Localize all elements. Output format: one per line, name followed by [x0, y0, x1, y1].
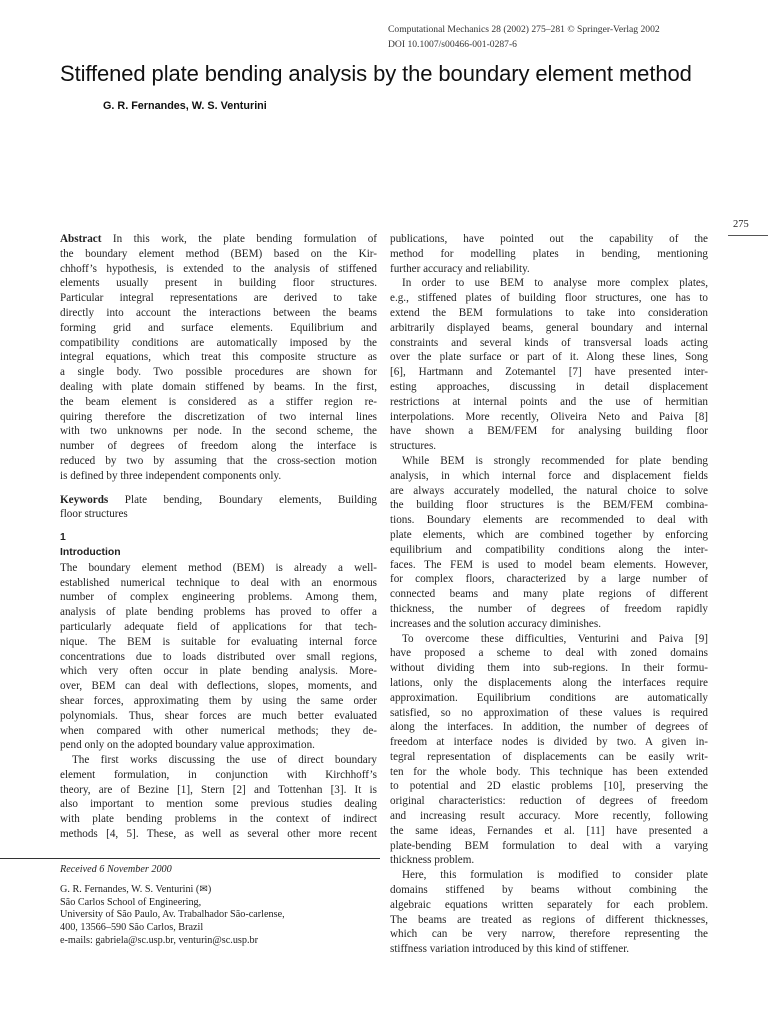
abstract-line: dealing with plate domain stiffened by beams. In the first,	[60, 380, 377, 393]
text-line: The beams are treated as regions of different thicknesses,	[390, 913, 708, 926]
text-line: nique. The BEM is suitable for evaluating internal force	[60, 635, 377, 648]
text-line: without dividing them into sub-regions. In their formu-	[390, 662, 708, 675]
abstract-line: forming grid and surface elements. Equilibrium and	[60, 321, 377, 334]
text-line: To overcome these difficulties, Venturini and Paiva [9]	[402, 632, 708, 645]
text-line: tegral representation of displacements can be easily writ-	[390, 750, 708, 763]
correspondence-line: University of São Paulo, Av. Trabalhador São-carlense,	[60, 909, 285, 921]
text-line: arbitrarily displayed beams, general boundary and internal	[390, 321, 708, 334]
text-line: particularly adequate field of applications for that tech-	[60, 620, 377, 633]
journal-citation-line: Computational Mechanics 28 (2002) 275–281 © Springer-Verlag 2002	[388, 24, 660, 35]
text-line: [6], Hartmann and Zotemantel [7] have presented inter-	[390, 366, 708, 379]
correspondence-email: e-mails: gabriela@sc.usp.br, venturin@sc.usp.br	[60, 934, 259, 946]
paragraph-5	[390, 632, 708, 869]
abstract-line: the beam element is considered as a stiffer region re-	[60, 395, 377, 408]
text-line: analysis of plate bending problems has proved to offer a	[60, 606, 377, 619]
text-line: freedom at interface nodes is divided by two. A given in-	[390, 736, 708, 749]
left-column	[60, 232, 377, 842]
text-line: theory, are of Bezine [1], Stern [2] and Tottenhan [3]. It is	[60, 783, 377, 796]
page-number: 275	[733, 219, 749, 230]
correspondence-line: G. R. Fernandes, W. S. Venturini (✉)	[60, 883, 212, 895]
text-line: also important to mention some previous studies dealing	[60, 798, 377, 811]
text-line: method for modelling plates in bending, mentioning	[390, 247, 708, 260]
text-line: In order to use BEM to analyse more complex plates,	[402, 277, 708, 290]
text-line: The boundary element method (BEM) is already a well-	[60, 561, 377, 574]
text-line: stiffness variation introduced by this kind of stiffener.	[390, 943, 630, 956]
text-line: the same ideas, Fernandes et al. [11] have presented a	[390, 824, 708, 837]
text-line: methods [4, 5]. These, as well as several other more recent	[60, 828, 377, 841]
text-line: publications, have pointed out the capability of the	[390, 233, 708, 245]
abstract-line: Abstract In this work, the plate bending formulation of	[60, 233, 377, 245]
text-line: number of complex engineering problems. Among them,	[60, 591, 377, 604]
paragraph-6	[390, 868, 708, 957]
abstract-line: is defined by three independent components only.	[60, 469, 282, 482]
text-line: Here, this formulation is modified to consider plate	[402, 869, 708, 882]
text-line: element formulation, in conjunction with Kirchhoff’s	[60, 768, 377, 781]
text-line: are always accurately modelled, the natural choice to solve	[390, 484, 708, 497]
text-line: While BEM is strongly recommended for plate bending	[402, 454, 708, 467]
abstract-line: integral equations, which treat this composite structure as	[60, 351, 377, 364]
abstract-line: with two unknowns per node. In the second scheme, the	[60, 425, 377, 438]
paragraph-4	[390, 454, 708, 632]
text-line: for complex floors, characterized by a large number of	[390, 573, 708, 586]
intro-paragraph-1	[60, 561, 377, 753]
abstract-heading: Abstract	[60, 233, 102, 245]
abstract-line: the boundary element method (BEM) based on the Kir-	[60, 247, 377, 260]
spacer	[60, 484, 377, 493]
keywords	[60, 493, 377, 523]
journal-citation	[388, 23, 660, 53]
text-line: esting approaches, discussing in detail displacement	[390, 380, 708, 393]
keywords-line: Keywords Plate bending, Boundary elements, Building	[60, 493, 377, 506]
text-line: constraints and several kinds of transversal loads acting	[390, 336, 708, 349]
section-number: 1	[60, 532, 66, 544]
text-line: plate-bending BEM formulation to deal with a varying	[390, 839, 708, 852]
page-number-rule	[728, 235, 768, 236]
keywords-line: floor structures	[60, 508, 128, 521]
text-line: connected beams and many plate regions of different	[390, 588, 708, 601]
text-line: tions. Boundary elements are recommended to deal with	[390, 514, 708, 527]
text-line: interpolations. More recently, Oliveira Neto and Paiva [8]	[390, 410, 708, 423]
text-line: over, BEM can deal with deflections, slopes, moments, and	[60, 680, 377, 693]
text-line: which can be very narrow, therefore representing the	[390, 928, 708, 941]
text-line: with plate bending problems in the context of indirect	[60, 813, 377, 826]
text-line: extend the BEM formulations to take into consideration	[390, 306, 708, 319]
paper-authors: G. R. Fernandes, W. S. Venturini	[103, 100, 267, 112]
text-line: ten for the whole body. This technique has been extended	[390, 765, 708, 778]
abstract-line: chhoff’s hypothesis, is extended to the analysis of stiffened	[60, 262, 377, 275]
text-line: structures.	[390, 440, 437, 453]
text-line: thickness, the number of degrees of freedom rapidly	[390, 602, 708, 615]
keywords-heading: Keywords	[60, 493, 109, 506]
text-line: faces. The FEM is used to model beam elements. However,	[390, 558, 708, 571]
text-line: e.g., stiffened plates of building floor structures, one has to	[390, 292, 708, 305]
text-line: over the plate surface or part of it. Along these lines, Song	[390, 351, 708, 364]
text-line: when compared with other numerical methods; they de-	[60, 724, 377, 737]
abstract-line: number of degrees of freedom along the interface is	[60, 440, 377, 453]
text-line: established numerical technique to deal with an enormous	[60, 576, 377, 589]
text-line: thickness problem.	[390, 854, 475, 867]
paragraph-continuation	[390, 232, 708, 276]
text-line: restrictions at internal points and the use of hermitian	[390, 395, 708, 408]
text-line: approximation. Equilibrium conditions are automatically	[390, 691, 708, 704]
text-line: shear forces, approximating them by using the same order	[60, 694, 377, 707]
text-line: pend only on the adopted boundary value approximation.	[60, 739, 315, 752]
abstract-line: directly into account the interactions between the beams	[60, 306, 377, 319]
text-line: concentrations due to loads distributed over small regions,	[60, 650, 377, 663]
text-line: and increasing result accuracy. More recently, following	[390, 810, 708, 823]
text-line: algebraic equations written separately for each problem.	[390, 898, 708, 911]
correspondence-line: 400, 13566–590 São Carlos, Brazil	[60, 922, 204, 934]
text-line: lations, only the displacements along the interfaces require	[390, 676, 708, 689]
section-title: Introduction	[60, 546, 121, 558]
abstract-line: compatibility conditions are automatically imposed by the	[60, 336, 377, 349]
spacer	[60, 522, 377, 531]
text-line: increases and the solution accuracy diminishes.	[390, 617, 601, 630]
text-line: further accuracy and reliability.	[390, 262, 530, 275]
text-line: satisfied, so no approximation of these values is required	[390, 706, 708, 719]
abstract-line: a single body. Two possible procedures are shown for	[60, 366, 377, 379]
doi-line: DOI 10.1007/s00466-001-0287-6	[388, 38, 517, 50]
text-line: analysis, in which internal force and displacement fields	[390, 469, 708, 482]
correspondence-line: São Carlos School of Engineering,	[60, 896, 202, 908]
right-column	[390, 232, 708, 957]
text-line: polynomials. Thus, shear forces are much better evaluated	[60, 709, 377, 722]
received-date: Received 6 November 2000	[60, 864, 172, 875]
abstract-line: reduced by two by assuming that the cross-section motion	[60, 454, 377, 467]
text-line: equilibrium and compatibility conditions along the inter-	[390, 543, 708, 556]
text-line: have proposed a scheme to deal with zoned domains	[390, 647, 708, 660]
abstract-line: Particular integral representations are derived to take	[60, 292, 377, 305]
abstract	[60, 232, 377, 484]
text-line: have shown a BEM/FEM for analysing building floor	[390, 425, 708, 438]
abstract-line: quiring therefore the discretization of two internal lines	[60, 410, 377, 423]
text-line: which very often occur in plate bending analysis. More-	[60, 665, 377, 678]
footer-rule	[0, 858, 380, 859]
text-line: domains stiffened by beams without combining the	[390, 884, 708, 897]
text-line: along the interfaces. In addition, the number of degrees of	[390, 721, 708, 734]
text-line: the building floor structures is the BEM/FEM combina-	[390, 499, 708, 512]
paragraph-3	[390, 276, 708, 454]
paper-title: Stiffened plate bending analysis by the boundary element method	[60, 61, 692, 86]
text-line: original characteristics: reduction of degrees of freedom	[390, 795, 708, 808]
abstract-line: elements usually present in building floor structures.	[60, 277, 377, 290]
spacer	[60, 877, 380, 884]
text-line: plate elements, which are combined together by enforcing	[390, 528, 708, 541]
text-line: to potential and 2D elastic problems [10], preserving the	[390, 780, 708, 793]
footnote-block	[60, 864, 380, 948]
text-line: The first works discussing the use of direct boundary	[72, 754, 377, 767]
intro-paragraph-2	[60, 753, 377, 842]
